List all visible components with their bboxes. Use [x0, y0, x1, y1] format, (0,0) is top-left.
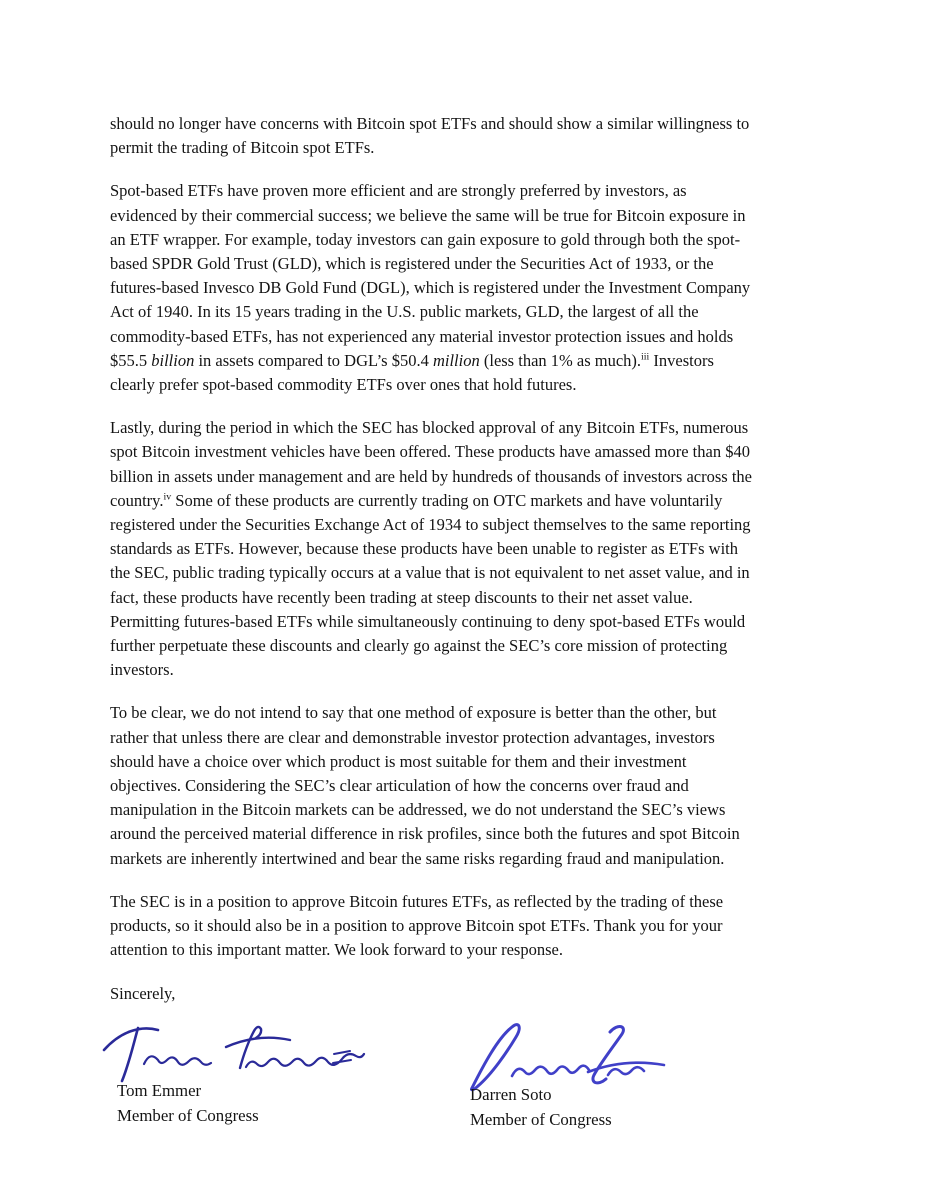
- text-segment: Act of 1940. In its 15 years trading in the U.S. public markets, GLD, the largest of all the: [110, 302, 699, 322]
- text-segment: country.: [110, 490, 164, 510]
- text-segment: clearly prefer spot-based commodity ETFs over ones that hold futures.: [110, 375, 577, 395]
- text-segment: should no longer have concerns with Bitcoin spot ETFs and should show a similar willingness to: [110, 114, 750, 133]
- text-line: [110, 914, 822, 938]
- text-line: [110, 561, 822, 585]
- paragraph: [110, 179, 822, 397]
- signatory-title: Member of Congress: [117, 1105, 259, 1125]
- text-segment: standards as ETFs. However, because these products have been unable to register as ETFs with: [110, 539, 738, 559]
- text-segment: investors.: [110, 660, 174, 680]
- text-segment: further perpetuate these discounts and clearly go against the SEC’s core mission of protecting: [110, 636, 728, 656]
- text-line: [110, 325, 822, 349]
- text-line: [110, 179, 822, 203]
- signatory-name: Tom Emmer: [117, 1080, 202, 1100]
- text-segment: evidenced by their commercial success; we believe the same will be true for Bitcoin exposure in: [110, 205, 746, 225]
- text-line: [110, 938, 822, 962]
- text-segment: in assets compared to DGL’s $50.4: [194, 350, 433, 370]
- paragraph: [110, 416, 822, 682]
- text-line: [110, 276, 822, 300]
- signatory-left: [117, 1078, 398, 1128]
- text-segment: $55.5: [110, 350, 152, 370]
- text-segment: To be clear, we do not intend to say that one method of exposure is better than the other, but: [110, 703, 717, 723]
- text-line: [110, 537, 822, 561]
- text-line: [110, 726, 822, 750]
- text-line: [110, 658, 822, 682]
- text-segment: around the perceived material difference in risk profiles, since both the futures and spot Bitcoin: [110, 824, 740, 844]
- text-segment: Permitting futures-based ETFs while simultaneously continuing to deny spot-based ETFs would: [110, 611, 746, 631]
- text-line: [110, 373, 822, 397]
- text-line: [110, 634, 822, 658]
- text-line: [110, 513, 822, 537]
- paragraph: [110, 890, 822, 963]
- text-line: [110, 416, 822, 440]
- footnote-reference: iii: [641, 351, 650, 363]
- text-line: [110, 252, 822, 276]
- signatory-title: Member of Congress: [470, 1109, 612, 1129]
- text-line: [110, 228, 822, 252]
- text-segment: billion: [151, 350, 195, 370]
- signatory-name: Darren Soto: [470, 1084, 552, 1104]
- text-line: [110, 300, 822, 324]
- text-line: [110, 204, 822, 228]
- text-segment: markets are inherently intertwined and bear the same risks regarding fraud and manipulation.: [110, 848, 725, 868]
- text-line: [110, 774, 822, 798]
- letter-content: [110, 112, 822, 1170]
- text-line: [110, 465, 822, 489]
- text-segment: billion in assets under management and are held by hundreds of thousands of investors across the: [110, 466, 752, 486]
- letter-body: [110, 112, 822, 963]
- paragraph: [110, 701, 822, 870]
- text-segment: Some of these products are currently trading on OTC markets and have voluntarily: [171, 490, 723, 510]
- text-segment: manipulation in the Bitcoin markets can be addressed, we do not understand the SEC’s views: [110, 800, 726, 820]
- text-line: [110, 847, 822, 871]
- signature-darren-soto: [462, 1020, 722, 1132]
- text-line: [110, 586, 822, 610]
- text-segment: million: [432, 350, 480, 370]
- text-segment: commodity-based ETFs, has not experienced any material investor protection issues and holds: [110, 326, 734, 346]
- signature-block: [110, 1020, 822, 1170]
- text-segment: Spot-based ETFs have proven more efficient and are strongly preferred by investors, as: [110, 181, 687, 201]
- text-line: [110, 489, 822, 513]
- text-line: [110, 136, 822, 160]
- text-line: [110, 112, 822, 136]
- text-segment: based SPDR Gold Trust (GLD), which is registered under the Securities Act of 1933, or the: [110, 254, 714, 274]
- text-segment: (less than 1% as much).: [479, 350, 642, 370]
- text-segment: Investors: [649, 350, 714, 370]
- footnote-reference: iv: [163, 491, 172, 503]
- text-segment: objectives. Considering the SEC’s clear articulation of how the concerns over fraud and: [110, 776, 689, 796]
- text-segment: products, so it should also be in a position to approve Bitcoin spot ETFs. Thank you for your: [110, 916, 723, 936]
- text-segment: Lastly, during the period in which the SEC has blocked approval of any Bitcoin ETFs, numerous: [110, 418, 749, 438]
- text-segment: registered under the Securities Exchange Act of 1934 to subject themselves to the same reporting: [110, 515, 751, 535]
- text-line: [110, 798, 822, 822]
- text-line: [110, 610, 822, 634]
- text-line: [110, 890, 822, 914]
- text-segment: the SEC, public trading typically occurs at a value that is not equivalent to net asset value, and in: [110, 563, 750, 583]
- text-segment: attention to this important matter. We look forward to your response.: [110, 940, 563, 960]
- text-segment: futures-based Invesco DB Gold Fund (DGL), which is registered under the Investment Company: [110, 278, 751, 298]
- signature-tom-emmer: [98, 1020, 398, 1128]
- text-segment: spot Bitcoin investment vehicles have been offered. These products have amassed more than $40: [110, 442, 750, 462]
- closing: Sincerely,: [110, 983, 176, 1003]
- text-line: [110, 349, 822, 373]
- text-line: [110, 701, 822, 725]
- text-line: [110, 822, 822, 846]
- text-segment: should have a choice over which product is most suitable for them and their investment: [110, 751, 687, 771]
- text-segment: fact, these products have recently been trading at steep discounts to their net asset value.: [110, 587, 693, 607]
- text-line: [110, 750, 822, 774]
- text-segment: The SEC is in a position to approve Bitcoin futures ETFs, as reflected by the trading of these: [110, 891, 724, 911]
- text-segment: rather that unless there are clear and demonstrable investor protection advantages, investors: [110, 727, 715, 747]
- signatory-right: [470, 1082, 722, 1132]
- paragraph: [110, 112, 822, 160]
- tom-emmer-signature-ink: [98, 1020, 368, 1084]
- text-segment: permit the trading of Bitcoin spot ETFs.: [110, 138, 375, 158]
- text-segment: an ETF wrapper. For example, today investors can gain exposure to gold through both the spot-: [110, 229, 741, 249]
- text-line: [110, 440, 822, 464]
